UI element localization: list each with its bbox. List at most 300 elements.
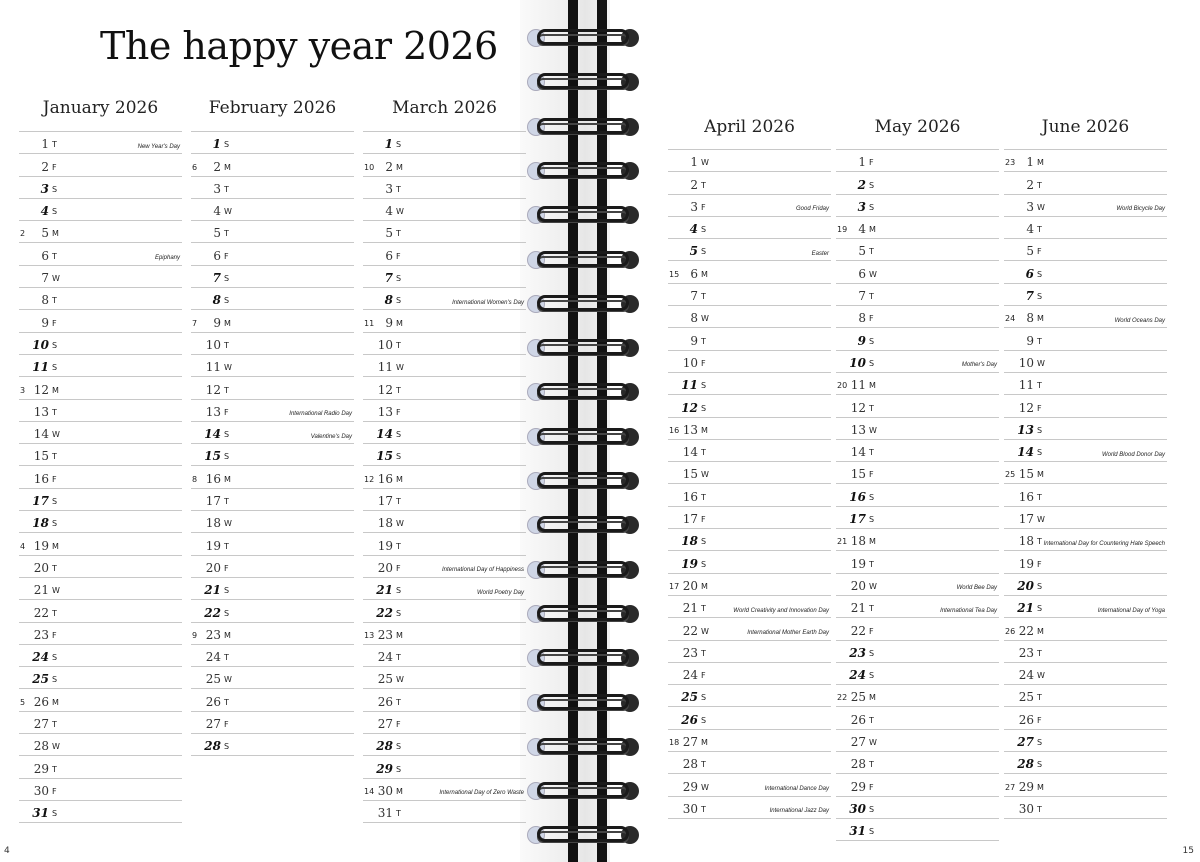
day-number: 27 <box>682 735 698 750</box>
day-row <box>1004 752 1167 774</box>
weekday-letter: T <box>701 604 706 614</box>
day-row <box>668 373 831 395</box>
holiday-label: Easter <box>811 250 829 257</box>
spiral-coil-icon <box>527 70 639 94</box>
weekday-letter: T <box>701 336 706 346</box>
weekday-letter: T <box>396 385 401 395</box>
weekday-letter: T <box>1037 492 1042 502</box>
day-row <box>1004 529 1167 551</box>
day-row <box>1004 418 1167 440</box>
holiday-label: International Day of Happiness <box>441 567 524 574</box>
day-row <box>363 645 526 667</box>
day-number: 15 <box>1018 467 1034 482</box>
day-row <box>19 355 182 377</box>
day-number: 1 <box>384 137 393 152</box>
day-number: 14 <box>682 445 698 460</box>
weekday-letter: T <box>869 559 874 569</box>
day-row <box>363 266 526 288</box>
day-number: 10 <box>205 337 221 352</box>
day-row <box>668 618 831 640</box>
day-row <box>668 306 831 328</box>
holiday-label: International Mother Earth Day <box>747 630 829 637</box>
weekday-letter: W <box>224 207 232 217</box>
weekday-letter: S <box>396 742 402 752</box>
weekday-letter: F <box>701 202 706 212</box>
day-number: 14 <box>850 445 866 460</box>
day-number: 24 <box>682 668 698 683</box>
weekday-letter: W <box>396 207 404 217</box>
day-row <box>836 752 999 774</box>
weekday-letter: S <box>869 648 875 658</box>
weekday-letter: F <box>396 563 401 573</box>
day-number: 14 <box>204 427 221 442</box>
day-number: 19 <box>33 538 49 553</box>
weekday-letter: W <box>701 158 709 168</box>
day-number: 13 <box>33 404 49 419</box>
day-number: 27 <box>33 717 49 732</box>
day-number: 4 <box>40 204 49 219</box>
weekday-letter: T <box>701 180 706 190</box>
day-row <box>836 217 999 239</box>
day-number: 19 <box>377 538 393 553</box>
day-number: 24 <box>1018 668 1034 683</box>
weekday-letter: W <box>396 363 404 373</box>
day-row <box>1004 373 1167 395</box>
day-row <box>668 328 831 350</box>
day-row <box>19 422 182 444</box>
weekday-letter: S <box>396 430 402 440</box>
day-number: 17 <box>205 494 221 509</box>
week-number: 8 <box>192 474 198 484</box>
spiral-coil-icon <box>527 558 639 582</box>
day-row <box>668 663 831 685</box>
day-row <box>668 752 831 774</box>
day-row <box>19 177 182 199</box>
day-row <box>19 333 182 355</box>
day-number: 12 <box>205 382 221 397</box>
day-row <box>363 556 526 578</box>
day-list <box>668 149 831 819</box>
day-row <box>668 641 831 663</box>
day-number: 19 <box>1018 556 1034 571</box>
day-row <box>836 395 999 417</box>
day-row <box>191 199 354 221</box>
weekday-letter: F <box>52 474 57 484</box>
weekday-letter: W <box>224 675 232 685</box>
weekday-letter: T <box>1037 804 1042 814</box>
day-number: 9 <box>41 315 49 330</box>
day-number: 8 <box>690 311 698 326</box>
day-number: 28 <box>33 739 49 754</box>
day-row <box>836 418 999 440</box>
day-number: 11 <box>850 378 866 393</box>
weekday-letter: M <box>224 162 231 172</box>
weekday-letter: M <box>869 381 876 391</box>
day-number: 29 <box>33 761 49 776</box>
weekday-letter: F <box>1037 247 1042 257</box>
day-row <box>363 734 526 756</box>
spiral-coil-icon <box>527 691 639 715</box>
day-row <box>19 645 182 667</box>
day-row <box>191 533 354 555</box>
day-number: 9 <box>857 333 866 348</box>
day-row <box>668 462 831 484</box>
day-row <box>836 685 999 707</box>
weekday-letter: T <box>52 764 57 774</box>
weekday-letter: M <box>52 541 59 551</box>
weekday-letter: T <box>52 296 57 306</box>
week-number: 14 <box>364 786 375 796</box>
weekday-letter: S <box>701 381 707 391</box>
weekday-letter: M <box>1037 782 1044 792</box>
weekday-letter: S <box>869 804 875 814</box>
day-row <box>668 261 831 283</box>
day-number: 16 <box>682 489 698 504</box>
day-row <box>363 355 526 377</box>
weekday-letter: S <box>1037 425 1043 435</box>
weekday-letter: S <box>701 247 707 257</box>
day-row <box>836 261 999 283</box>
day-row <box>363 243 526 265</box>
weekday-letter: S <box>869 336 875 346</box>
day-row <box>1004 462 1167 484</box>
day-number: 31 <box>849 824 866 839</box>
day-row <box>19 623 182 645</box>
weekday-letter: M <box>52 385 59 395</box>
day-row <box>668 440 831 462</box>
weekday-letter: F <box>701 671 706 681</box>
weekday-letter: W <box>52 742 60 752</box>
spiral-coil-icon <box>527 248 639 272</box>
day-row <box>1004 797 1167 819</box>
weekday-letter: T <box>1037 225 1042 235</box>
weekday-letter: F <box>869 782 874 792</box>
day-number: 16 <box>33 471 49 486</box>
day-number: 28 <box>850 757 866 772</box>
day-number: 11 <box>205 360 221 375</box>
weekday-letter: T <box>224 340 229 350</box>
day-list <box>1004 149 1167 819</box>
weekday-letter: T <box>52 452 57 462</box>
day-row <box>1004 663 1167 685</box>
weekday-letter: M <box>701 581 708 591</box>
day-row <box>1004 284 1167 306</box>
day-row <box>19 734 182 756</box>
day-number: 6 <box>858 266 866 281</box>
weekday-letter: S <box>224 140 230 150</box>
day-row <box>19 779 182 801</box>
day-row <box>668 797 831 819</box>
day-row <box>191 400 354 422</box>
weekday-letter: S <box>701 693 707 703</box>
day-number: 21 <box>682 601 698 616</box>
weekday-letter: W <box>1037 671 1045 681</box>
day-number: 28 <box>204 739 221 754</box>
week-number: 22 <box>837 693 848 703</box>
day-number: 8 <box>1026 311 1034 326</box>
day-number: 5 <box>689 244 698 259</box>
weekday-letter: M <box>396 318 403 328</box>
day-row <box>1004 261 1167 283</box>
weekday-letter: T <box>869 448 874 458</box>
weekday-letter: S <box>52 653 58 663</box>
day-number: 22 <box>33 605 49 620</box>
day-row <box>668 685 831 707</box>
day-row <box>836 195 999 217</box>
day-number: 21 <box>376 583 393 598</box>
day-row <box>191 444 354 466</box>
day-number: 31 <box>377 806 393 821</box>
weekday-letter: T <box>396 184 401 194</box>
day-row <box>1004 306 1167 328</box>
day-number: 18 <box>1018 534 1034 549</box>
day-row <box>1004 440 1167 462</box>
day-number: 7 <box>212 271 221 286</box>
day-number: 13 <box>682 422 698 437</box>
day-number: 29 <box>850 779 866 794</box>
weekday-letter: T <box>1037 336 1042 346</box>
day-row <box>191 355 354 377</box>
weekday-letter: F <box>701 358 706 368</box>
day-number: 9 <box>1026 333 1034 348</box>
day-row <box>668 195 831 217</box>
day-list <box>191 131 354 756</box>
weekday-letter: F <box>1037 403 1042 413</box>
day-row <box>836 462 999 484</box>
holiday-label: International Radio Day <box>289 411 352 418</box>
day-number: 23 <box>1018 645 1034 660</box>
day-row <box>191 489 354 511</box>
day-row <box>363 422 526 444</box>
day-row <box>1004 484 1167 506</box>
weekday-letter: S <box>1037 604 1043 614</box>
day-row <box>363 288 526 310</box>
weekday-letter: M <box>701 425 708 435</box>
spiral-coil-icon <box>527 292 639 316</box>
weekday-letter: M <box>396 786 403 796</box>
day-number: 7 <box>41 271 49 286</box>
day-number: 30 <box>682 801 698 816</box>
day-row <box>836 440 999 462</box>
weekday-letter: S <box>1037 581 1043 591</box>
day-row <box>19 556 182 578</box>
holiday-label: Valentine's Day <box>310 433 352 440</box>
day-number: 13 <box>205 404 221 419</box>
day-number: 7 <box>384 271 393 286</box>
holiday-label: International Women's Day <box>452 299 524 306</box>
day-number: 24 <box>849 668 866 683</box>
day-number: 19 <box>681 556 698 571</box>
month-title: January 2026 <box>42 98 159 118</box>
day-number: 11 <box>32 360 49 375</box>
spiral-coil-icon <box>527 115 639 139</box>
day-row <box>19 801 182 823</box>
weekday-letter: F <box>869 314 874 324</box>
day-number: 18 <box>32 516 49 531</box>
weekday-letter: T <box>869 760 874 770</box>
day-number: 8 <box>384 293 393 308</box>
day-row <box>191 578 354 600</box>
spiral-coil-icon <box>527 823 639 847</box>
day-number: 1 <box>212 137 221 152</box>
day-row <box>363 177 526 199</box>
week-number: 6 <box>192 162 198 172</box>
day-number: 29 <box>376 761 393 776</box>
day-number: 19 <box>205 538 221 553</box>
spiral-coil-icon <box>527 735 639 759</box>
day-row <box>19 756 182 778</box>
weekday-letter: W <box>1037 202 1045 212</box>
weekday-letter: F <box>52 786 57 796</box>
day-row <box>191 734 354 756</box>
day-number: 26 <box>377 694 393 709</box>
day-row <box>836 484 999 506</box>
day-row <box>668 395 831 417</box>
day-number: 17 <box>32 494 49 509</box>
weekday-letter: W <box>869 738 877 748</box>
day-number: 28 <box>1017 757 1034 772</box>
weekday-letter: S <box>224 586 230 596</box>
day-number: 13 <box>377 404 393 419</box>
day-number: 17 <box>377 494 393 509</box>
day-number: 25 <box>32 672 49 687</box>
day-number: 5 <box>385 226 393 241</box>
day-row <box>363 623 526 645</box>
holiday-label: International Jazz Day <box>769 808 829 815</box>
day-number: 26 <box>33 694 49 709</box>
weekday-letter: T <box>701 648 706 658</box>
day-number: 23 <box>33 627 49 642</box>
weekday-letter: T <box>869 292 874 302</box>
day-row <box>363 511 526 533</box>
day-number: 5 <box>1026 244 1034 259</box>
weekday-letter: W <box>701 626 709 636</box>
weekday-letter: S <box>869 515 875 525</box>
day-number: 2 <box>41 159 49 174</box>
day-number: 9 <box>213 315 221 330</box>
day-row <box>191 623 354 645</box>
weekday-letter: M <box>224 630 231 640</box>
weekday-letter: W <box>1037 515 1045 525</box>
day-row <box>1004 395 1167 417</box>
day-number: 3 <box>213 181 221 196</box>
weekday-letter: M <box>396 630 403 640</box>
weekday-letter: M <box>1037 626 1044 636</box>
weekday-letter: T <box>396 653 401 663</box>
day-number: 7 <box>690 289 698 304</box>
weekday-letter: T <box>396 497 401 507</box>
day-row <box>668 596 831 618</box>
day-row <box>19 400 182 422</box>
day-number: 8 <box>858 311 866 326</box>
weekday-letter: S <box>869 827 875 837</box>
day-number: 6 <box>690 266 698 281</box>
weekday-letter: S <box>1037 269 1043 279</box>
spiral-coil-icon <box>527 779 639 803</box>
spiral-coil-icon <box>527 425 639 449</box>
day-number: 10 <box>682 355 698 370</box>
weekday-letter: T <box>396 809 401 819</box>
weekday-letter: S <box>701 537 707 547</box>
weekday-letter: T <box>224 541 229 551</box>
day-row <box>836 618 999 640</box>
weekday-letter: F <box>396 251 401 261</box>
week-number: 10 <box>364 162 375 172</box>
day-number: 30 <box>1018 801 1034 816</box>
day-number: 21 <box>850 601 866 616</box>
day-number: 22 <box>682 623 698 638</box>
spiral-coil-icon <box>527 203 639 227</box>
day-number: 10 <box>849 355 866 370</box>
weekday-letter: T <box>224 385 229 395</box>
day-row <box>836 507 999 529</box>
day-row <box>19 288 182 310</box>
day-row <box>19 712 182 734</box>
day-number: 28 <box>682 757 698 772</box>
day-row <box>836 730 999 752</box>
day-number: 28 <box>376 739 393 754</box>
weekday-letter: M <box>52 697 59 707</box>
weekday-letter: M <box>224 474 231 484</box>
weekday-letter: S <box>396 764 402 774</box>
day-number: 30 <box>849 801 866 816</box>
weekday-letter: S <box>224 608 230 618</box>
week-number: 13 <box>364 630 375 640</box>
day-number: 23 <box>205 627 221 642</box>
day-number: 16 <box>377 471 393 486</box>
day-row <box>19 533 182 555</box>
weekday-letter: F <box>52 162 57 172</box>
weekday-letter: F <box>224 720 229 730</box>
day-number: 6 <box>41 248 49 263</box>
day-row <box>363 801 526 823</box>
week-number: 4 <box>20 541 26 551</box>
day-number: 3 <box>40 181 49 196</box>
day-row <box>363 779 526 801</box>
day-row <box>668 172 831 194</box>
day-number: 27 <box>377 717 393 732</box>
weekday-letter: W <box>396 519 404 529</box>
day-number: 5 <box>213 226 221 241</box>
day-row <box>836 351 999 373</box>
day-row <box>191 310 354 332</box>
weekday-letter: T <box>1037 381 1042 391</box>
day-row <box>363 132 526 154</box>
weekday-letter: T <box>869 715 874 725</box>
day-number: 15 <box>682 467 698 482</box>
day-number: 25 <box>377 672 393 687</box>
day-row <box>191 712 354 734</box>
weekday-letter: S <box>869 358 875 368</box>
day-row <box>19 489 182 511</box>
day-number: 15 <box>33 449 49 464</box>
day-number: 2 <box>690 177 698 192</box>
month-title: March 2026 <box>392 98 497 118</box>
day-row <box>836 797 999 819</box>
weekday-letter: M <box>1037 470 1044 480</box>
day-number: 19 <box>850 556 866 571</box>
weekday-letter: T <box>1037 648 1042 658</box>
day-row <box>668 551 831 573</box>
day-row <box>191 333 354 355</box>
day-number: 31 <box>32 806 49 821</box>
day-row <box>668 529 831 551</box>
weekday-letter: S <box>52 519 58 529</box>
weekday-letter: F <box>1037 715 1042 725</box>
weekday-letter: T <box>224 697 229 707</box>
week-number: 23 <box>1005 158 1016 168</box>
weekday-letter: W <box>701 470 709 480</box>
